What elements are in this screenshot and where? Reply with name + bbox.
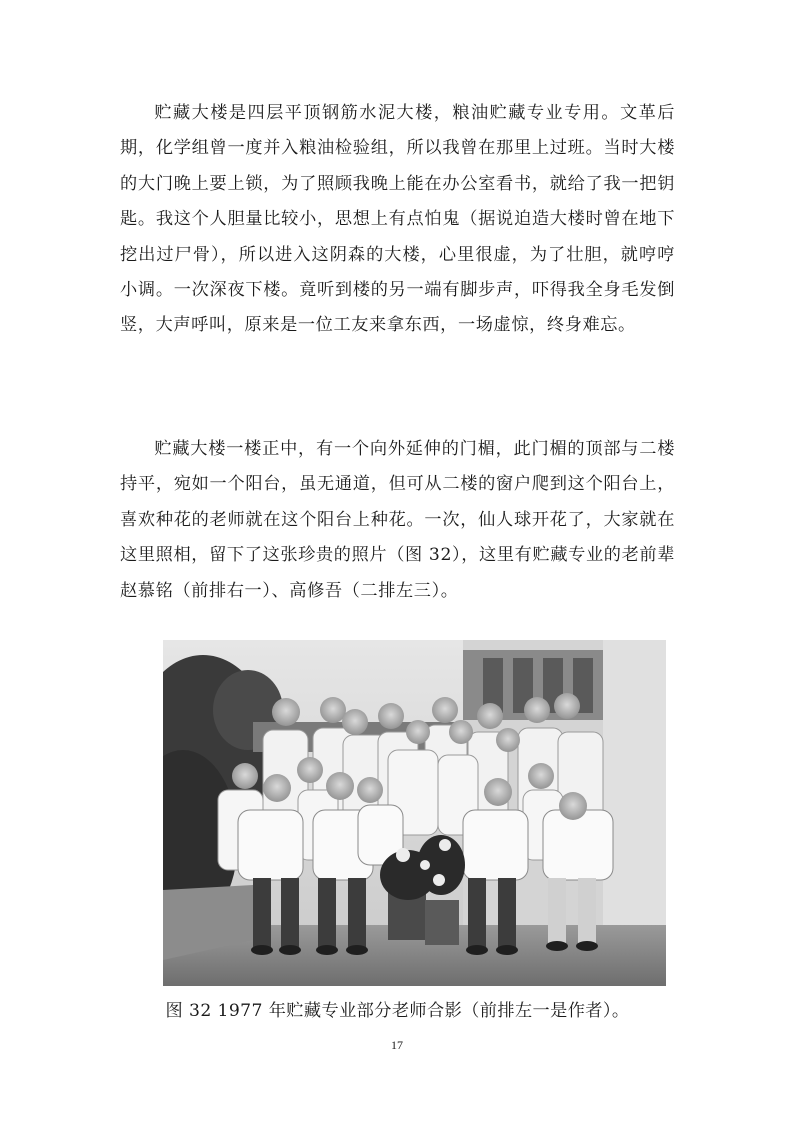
group-photo: [163, 640, 666, 986]
figure-caption: 图 32 1977 年贮藏专业部分老师合影（前排左一是作者）。: [165, 1001, 630, 1021]
body-paragraph-1: [120, 96, 675, 344]
paragraph-text: 贮藏大楼一楼正中，有一个向外延伸的门楣，此门楣的顶部与二楼持平，宛如一个阳台，虽无通道，但可从二楼的窗户爬到这个阳台上，喜欢种花的老师就在这个阳台上种花。一次，仙人球开花了，大家就在这里照相，留下了这张珍贵的照片（图 32），这里有贮藏专业的老前辈赵慕铭（前排右一）、高修吾（二排左三）。: [120, 439, 675, 601]
body-paragraph-2: [120, 432, 675, 609]
paragraph-text: 贮藏大楼是四层平顶钢筋水泥大楼，粮油贮藏专业专用。文革后期，化学组曾一度并入粮油检验组，所以我曾在那里上过班。当时大楼的大门晚上要上锁，为了照顾我晚上能在办公室看书，就给了我一把钥匙。我这个人胆量比较小，思想上有点怕鬼（据说迫造大楼时曾在地下挖出过尸骨），所以进入这阴森的大楼，心里很虚，为了壮胆，就哼哼小调。一次深夜下楼。竟听到楼的另一端有脚步声，吓得我全身毛发倒竖，大声呼叫，原来是一位工友来拿东西，一场虚惊，终身难忘。: [120, 103, 675, 336]
group-photo-illustration: [163, 640, 666, 986]
page-number: 17: [391, 1038, 403, 1052]
